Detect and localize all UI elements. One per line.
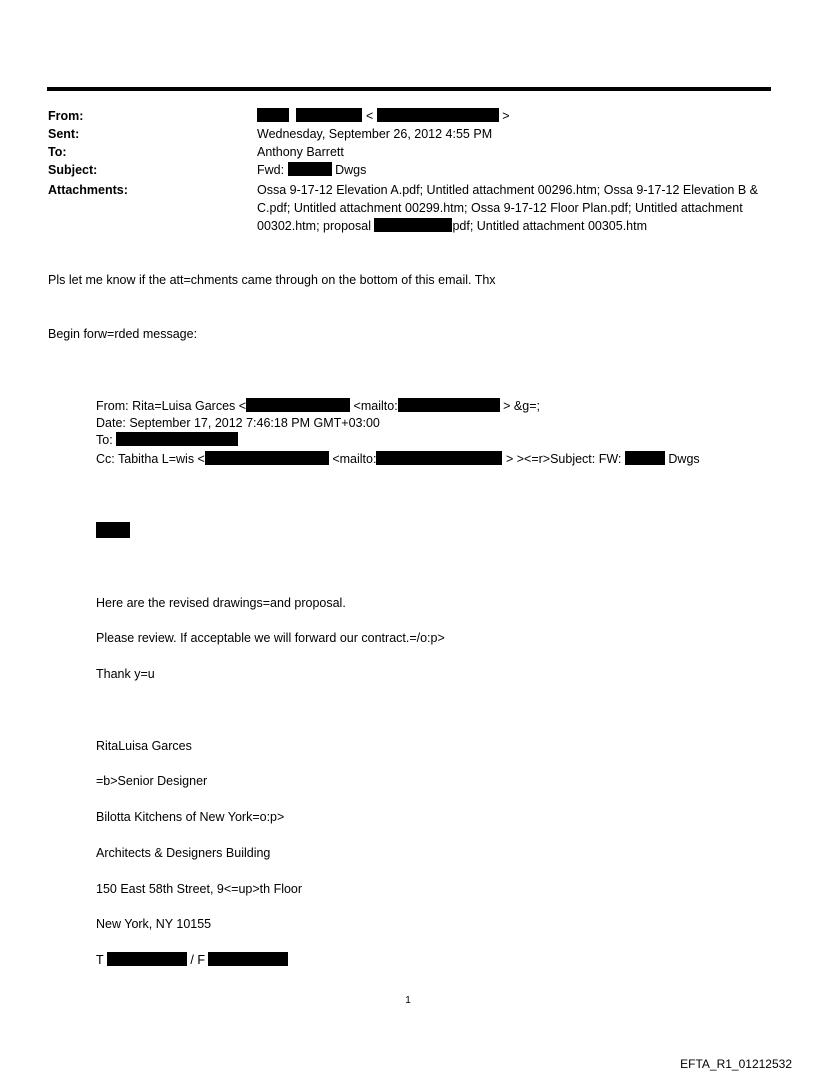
redaction: [398, 398, 500, 412]
sent-value: Wednesday, September 26, 2012 4:55 PM: [257, 127, 493, 141]
fwd-from-line: [96, 398, 540, 414]
redaction: [374, 218, 452, 232]
signature-city: New York, NY 10155: [96, 917, 212, 931]
to-label: To:: [48, 145, 67, 159]
redaction: [376, 451, 502, 465]
fwd-from-text: From: Rita=Luisa Garces <: [96, 399, 247, 413]
redaction: [246, 398, 350, 412]
fwd-from-end: > &g=;: [503, 399, 540, 413]
message-line: Thank y=u: [96, 667, 155, 681]
body-line: Pls let me know if the att=chments came through on the bottom of this email. Thx: [48, 273, 496, 287]
from-gt: >: [502, 109, 510, 123]
signature-street: 150 East 58th Street, 9<=up>th Floor: [96, 882, 303, 896]
document-id: EFTA_R1_01212532: [680, 1057, 792, 1071]
redaction: [116, 432, 238, 446]
phone-label: T: [96, 953, 104, 967]
fwd-cc-end: > ><=r>Subject: FW:: [505, 452, 622, 466]
signature-building: Architects & Designers Building: [96, 846, 271, 860]
redaction: [107, 952, 187, 966]
subject-prefix: Fwd:: [257, 163, 285, 177]
redaction: [296, 108, 362, 122]
redaction: [625, 451, 665, 465]
redaction: [96, 522, 130, 538]
from-value: [257, 107, 510, 125]
fwd-to-label: To:: [96, 433, 113, 447]
subject-value: [257, 161, 366, 179]
attachments-list-part1: Ossa 9-17-12 Elevation A.pdf; Untitled attachment 00296.htm; Ossa 9-17-12 Elevation B & C.pdf; Untitled attachment 00299.htm; Ossa 9-17-12 Floor Plan.pdf; Untitled attachment 00302.htm; proposal: [257, 183, 758, 233]
fwd-from-mailto: <mailto:: [353, 399, 398, 413]
subject-label: Subject:: [48, 163, 98, 177]
signature-company: Bilotta Kitchens of New York=o:p>: [96, 810, 285, 824]
page-number: 1: [405, 995, 411, 1006]
from-label: From:: [48, 109, 84, 123]
signature-phone: [96, 952, 288, 968]
redaction: [205, 451, 329, 465]
redaction: [377, 108, 499, 122]
signature-name: RitaLuisa Garces: [96, 739, 192, 753]
redaction: [257, 108, 289, 122]
signature-title: =b>Senior Designer: [96, 774, 208, 788]
body-line: Begin forw=rded message:: [48, 327, 198, 341]
attachments-value: [257, 181, 772, 235]
message-line: Here are the revised drawings=and proposal.: [96, 596, 346, 610]
from-lt: <: [365, 109, 374, 123]
header-rule: [47, 87, 771, 91]
to-value: Anthony Barrett: [257, 145, 344, 159]
fwd-date-line: Date: September 17, 2012 7:46:18 PM GMT+03:00: [96, 416, 380, 430]
attachments-label: Attachments:: [48, 183, 128, 197]
fwd-to-line: [96, 432, 238, 448]
redaction: [288, 162, 332, 176]
sent-label: Sent:: [48, 127, 80, 141]
fwd-cc-text: Cc: Tabitha L=wis <: [96, 452, 205, 466]
message-line: Please review. If acceptable we will forward our contract.=/o:p>: [96, 631, 445, 645]
fwd-cc-dwgs: Dwgs: [668, 452, 700, 466]
attachments-list-part2: pdf; Untitled attachment 00305.htm: [452, 219, 648, 233]
fwd-cc-mailto: <mailto:: [332, 452, 377, 466]
fwd-cc-line: [96, 451, 700, 467]
subject-suffix: Dwgs: [335, 163, 367, 177]
redaction: [208, 952, 288, 966]
fax-label: / F: [190, 953, 205, 967]
